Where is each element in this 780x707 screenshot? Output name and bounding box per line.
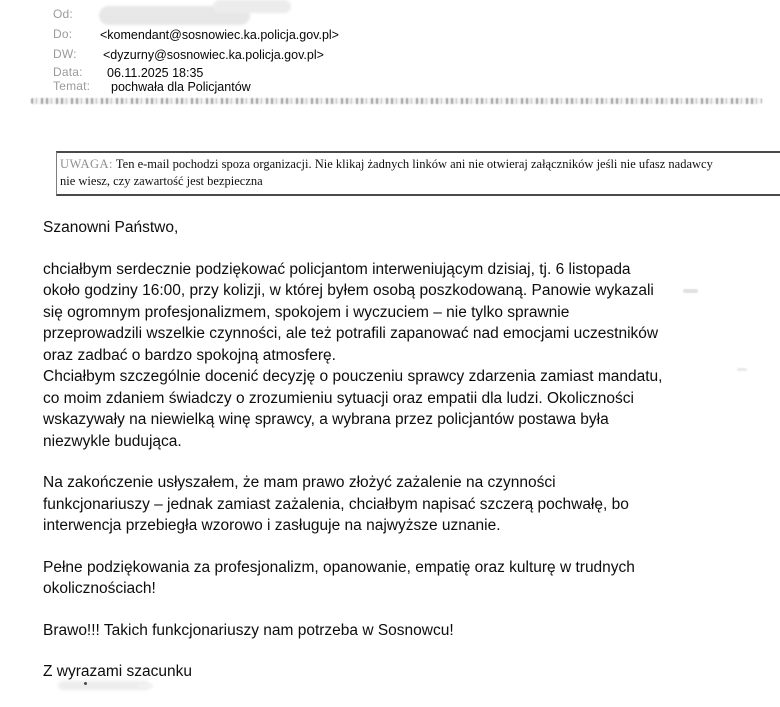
cc-value: <dyzurny@sosnowiec.ka.policja.gov.pl> [103,48,324,62]
body-line: Chciałbym szczególnie docenić decyzję o pouczeniu sprawcy zdarzenia zamiast mandatu, [43,368,663,385]
email-paragraph [43,620,780,642]
body-line: około godziny 16:00, przy kolizji, w której byłem osobą poszkodowaną. Panowie wykazali [43,282,654,299]
warning-line-2: nie wiesz, czy zawartość jest bezpieczna [60,174,263,188]
scan-artifact [737,368,747,371]
body-line: Brawo!!! Takich funkcjonariuszy nam potrzeba w Sosnowcu! [43,621,454,639]
body-line: oraz zadbać o bardzo spokojną atmosferę. [43,346,336,364]
redacted-signature-smudge-2 [138,684,153,688]
redacted-separator-line [31,98,762,104]
email-paragraph [43,661,780,683]
email-body [43,217,780,683]
date-label: Data: [53,65,83,79]
email-paragraph [43,557,780,600]
scan-artifact [683,289,698,293]
from-label: Od: [53,7,73,21]
body-line: chciałbym serdecznie podziękować policjantom interweniującym dzisiaj, tj. 6 listopada [43,260,631,278]
body-line: co moim zdaniem świadczy o zrozumieniu sytuacji oraz empatii dla ludzi. Okoliczności [43,389,634,407]
warning-text-1: Ten e-mail pochodzi spoza organizacji. Nie klikaj żadnych linków ani nie otwieraj załączników jeśli nie ufasz nadawcy [115,157,713,171]
date-value: 06.11.2025 18:35 [107,66,204,80]
redacted-sender-blob-2 [213,0,291,13]
email-paragraph [43,259,780,453]
signature-ink-dot [84,682,87,685]
body-line: Z wyrazami szacunku [43,663,193,680]
body-line: interwencja przebiegła wzorowo i zasługuje na najwyższe uznanie. [43,517,501,534]
to-value: <komendant@sosnowiec.ka.policja.gov.pl> [100,28,339,42]
body-line: Na zakończenie usłyszałem, że mam prawo złożyć zażalenie na czynności [43,474,556,491]
to-label: Do: [53,27,73,41]
body-line: się ogromnym profesjonalizmem, spokojem i wyczuciem – nie tylko sprawnie [43,303,570,321]
body-line: przeprowadzili wszelkie czynności, ale też potrafili zapanować nad emocjami uczestników [43,325,659,342]
body-line: Pełne podziękowania za profesjonalizm, opanowanie, empatię oraz kulturę w trudnych [43,558,635,576]
body-line: Szanowni Państwo, [43,219,179,236]
email-paragraph [43,472,780,537]
email-paragraph [43,217,780,239]
warning-prefix: UWAGA: [60,157,113,171]
body-line: wskazywały na niewielką winę sprawcy, a wybrana przez policjantów postawa była [43,411,609,428]
warning-line-1 [60,156,778,173]
body-line: funkcjonariuszy – jednak zamiast zażalenia, chciałbym napisać szczerą pochwałę, bo [43,495,629,513]
body-line: okolicznościach! [43,580,156,597]
body-line: niezwykle budująca. [43,432,182,450]
subject-label: Temat: [53,79,91,93]
redacted-signature-smudge [58,681,150,690]
external-email-warning [56,151,780,196]
cc-label: DW: [53,47,77,61]
subject-value: pochwała dla Policjantów [111,80,251,94]
